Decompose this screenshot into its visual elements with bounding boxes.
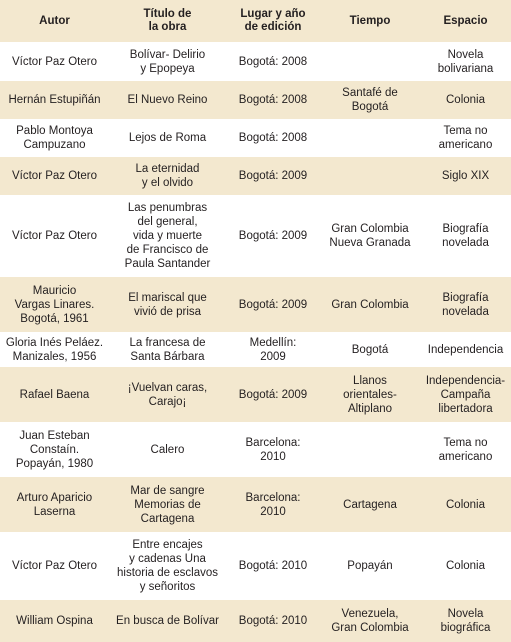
cell-autor: Pablo Montoya Campuzano xyxy=(16,125,93,151)
cell-espacio: Colonia xyxy=(446,560,485,572)
cell-lugar: Barcelona: 2010 xyxy=(245,491,301,518)
table-row xyxy=(0,367,511,422)
cell-titulo: Calero xyxy=(150,443,185,456)
cell-lugar: Bogotá: 2008 xyxy=(238,55,308,68)
cell-espacio: Colonia xyxy=(446,498,485,511)
cell-autor: Hernán Estupiñán xyxy=(8,94,101,106)
cell-autor: Víctor Paz Otero xyxy=(11,55,97,68)
table-row xyxy=(0,477,511,532)
header-row xyxy=(0,0,511,42)
cell-tiempo: Gran Colombia xyxy=(331,298,409,311)
cell-autor: Juan Esteban Constaín. Popayán, 1980 xyxy=(15,429,94,470)
cell-tiempo: Popayán xyxy=(347,560,393,572)
header-titulo: Título de la obra xyxy=(143,8,192,33)
cell-tiempo: Llanos orientales- Altiplano xyxy=(343,374,397,415)
table-row xyxy=(0,532,511,600)
cell-lugar: Bogotá: 2010 xyxy=(238,615,308,627)
cell-tiempo xyxy=(320,422,420,477)
table-row xyxy=(0,195,511,277)
cell-tiempo: Bogotá xyxy=(351,343,389,356)
table-row xyxy=(0,332,511,367)
cell-lugar: Bogotá: 2010 xyxy=(238,560,308,572)
cell-lugar: Bogotá: 2009 xyxy=(238,388,308,401)
cell-lugar: Bogotá: 2008 xyxy=(238,132,308,144)
cell-autor: William Ospina xyxy=(16,615,93,627)
cell-tiempo: Gran Colombia Nueva Granada xyxy=(329,223,411,249)
table-row xyxy=(0,119,511,157)
cell-titulo: La eternidad y el olvido xyxy=(135,163,200,189)
header-tiempo: Tiempo xyxy=(349,14,391,27)
cell-autor: Gloria Inés Peláez. Manizales, 1956 xyxy=(5,336,104,363)
cell-espacio: Tema no americano xyxy=(438,436,493,463)
cell-espacio: Novela bolivariana xyxy=(437,48,494,75)
cell-espacio: Siglo XIX xyxy=(441,170,490,182)
cell-titulo: En busca de Bolívar xyxy=(116,615,219,627)
cell-espacio: Independencia xyxy=(427,343,504,356)
table-row xyxy=(0,422,511,477)
cell-autor: Mauricio Vargas Linares. Bogotá, 1961 xyxy=(14,284,95,325)
cell-tiempo: Santafé de Bogotá xyxy=(342,87,398,113)
cell-autor: Víctor Paz Otero xyxy=(11,230,97,242)
table-row xyxy=(0,81,511,119)
cell-tiempo: Cartagena xyxy=(343,498,397,511)
cell-titulo: El Nuevo Reino xyxy=(127,94,208,106)
cell-espacio: Colonia xyxy=(446,94,485,106)
cell-autor: Víctor Paz Otero xyxy=(11,170,97,182)
cell-tiempo: Venezuela, Gran Colombia xyxy=(331,608,409,634)
table-row xyxy=(0,277,511,332)
cell-espacio: Independencia- Campaña libertadora xyxy=(425,374,506,415)
cell-lugar: Bogotá: 2009 xyxy=(238,230,308,242)
cell-titulo: El mariscal que vivió de prisa xyxy=(128,291,207,318)
cell-tiempo xyxy=(320,42,420,81)
table-row xyxy=(0,42,511,81)
cell-lugar: Barcelona: 2010 xyxy=(245,436,301,463)
cell-espacio: Biografía novelada xyxy=(442,291,489,318)
cell-lugar: Bogotá: 2009 xyxy=(238,298,308,311)
cell-titulo: Las penumbras del general, vida y muerte de Francisco de Paula Santander xyxy=(124,202,211,270)
table-row xyxy=(0,157,511,195)
cell-titulo: Mar de sangre Memorias de Cartagena xyxy=(130,484,205,525)
cell-espacio: Novela biográfica xyxy=(440,608,491,634)
cell-tiempo xyxy=(320,157,420,195)
cell-titulo: Bolívar- Delirio y Epopeya xyxy=(129,48,206,75)
cell-titulo: Lejos de Roma xyxy=(128,132,207,144)
cell-titulo: ¡Vuelvan caras, Carajo¡ xyxy=(127,381,208,408)
header-autor: Autor xyxy=(39,14,70,27)
table-row xyxy=(0,600,511,642)
cell-autor: Arturo Aparicio Laserna xyxy=(16,491,93,518)
cell-lugar: Medellín: 2009 xyxy=(249,336,297,363)
cell-espacio: Biografía novelada xyxy=(442,223,489,249)
header-lugar-ano: Lugar y año de edición xyxy=(240,8,306,33)
cell-autor: Rafael Baena xyxy=(19,388,90,401)
header-espacio: Espacio xyxy=(443,14,488,27)
cell-autor: Víctor Paz Otero xyxy=(11,560,97,572)
cell-tiempo xyxy=(320,119,420,157)
cell-titulo: La francesa de Santa Bárbara xyxy=(129,336,206,363)
cell-lugar: Bogotá: 2008 xyxy=(238,94,308,106)
cell-espacio: Tema no americano xyxy=(438,125,493,151)
cell-lugar: Bogotá: 2009 xyxy=(238,170,308,182)
cell-titulo: Entre encajes y cadenas Una historia de esclavos y señoritos xyxy=(117,539,218,593)
